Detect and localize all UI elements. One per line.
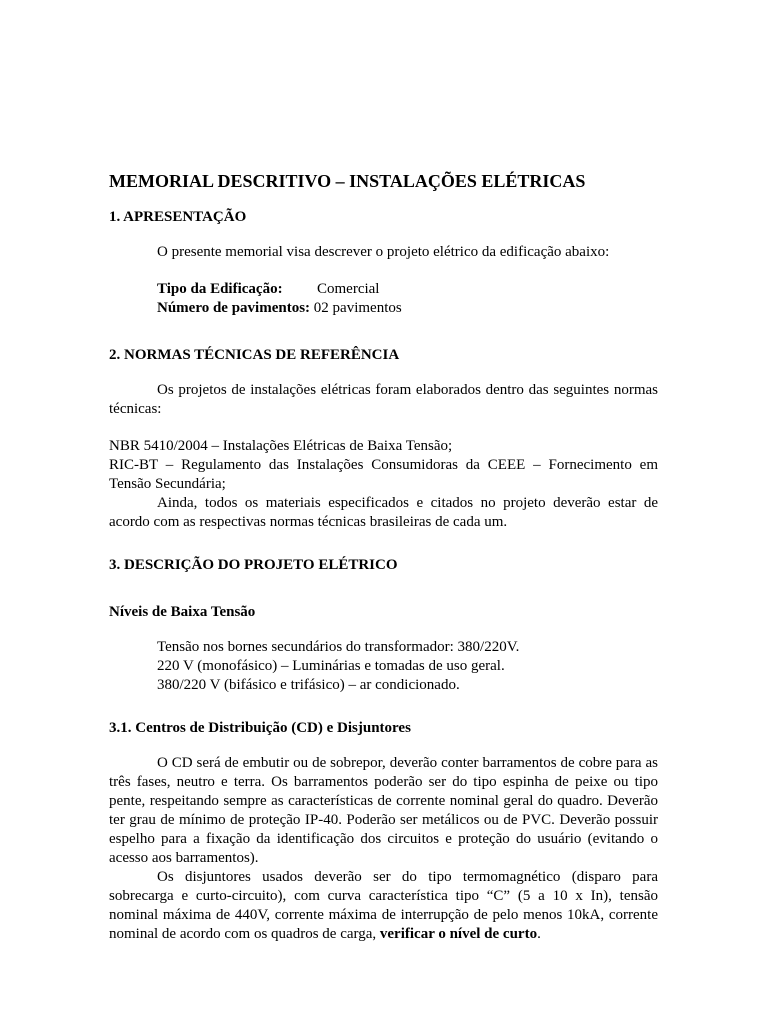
breaker-text: Os disjuntores usados deverão ser do tipo termomagnético (disparo para sobrecarga e curto-circuito), com curva característica tipo “C” (5 a 10 x In), tensão nominal máxima de 440V, corrente máxima de interrupção de pelo menos 10kA, corrente nominal de acordo com os quadros de carga, xyxy=(109,869,658,942)
norm-ric: RIC-BT – Regulamento das Instalações Consumidoras da CEEE – Fornecimento em Tensão Secundária; xyxy=(109,457,658,492)
voltage-line-2: 220 V (monofásico) – Luminárias e tomadas de uso geral. xyxy=(157,658,505,674)
section-3-1-paragraph-2 xyxy=(109,868,658,944)
section-2-paragraph-2: Ainda, todos os materiais especificados e citados no projeto deverão estar de acordo com as respectivas normas técnicas brasileiras de cada um. xyxy=(109,495,658,530)
norm-nbr: NBR 5410/2004 – Instalações Elétricas de Baixa Tensão; xyxy=(109,438,453,454)
section-3-1-heading: 3.1. Centros de Distribuição (CD) e Disjuntores xyxy=(109,720,411,736)
section-2-heading: 2. NORMAS TÉCNICAS DE REFERÊNCIA xyxy=(109,347,400,363)
floors-row xyxy=(157,299,658,318)
building-type-row xyxy=(157,280,658,299)
low-voltage-subheading: Níveis de Baixa Tensão xyxy=(109,604,256,620)
floors-value: 02 pavimentos xyxy=(310,300,402,316)
floors-label: Número de pavimentos: xyxy=(157,300,311,316)
voltage-line-3: 380/220 V (bifásico e trifásico) – ar condicionado. xyxy=(157,677,460,693)
building-type-label: Tipo da Edificação: xyxy=(157,281,283,297)
building-info xyxy=(109,280,658,318)
voltage-levels xyxy=(109,638,658,695)
section-3-heading: 3. DESCRIÇÃO DO PROJETO ELÉTRICO xyxy=(109,557,398,573)
breaker-text-bold: verificar o nível de curto xyxy=(379,926,538,942)
section-1-intro: O presente memorial visa descrever o projeto elétrico da edificação abaixo: xyxy=(157,244,610,260)
section-2-paragraph-1: Os projetos de instalações elétricas foram elaborados dentro das seguintes normas técnicas: xyxy=(109,382,658,417)
section-1-heading: 1. APRESENTAÇÃO xyxy=(109,209,247,225)
breaker-text-end: . xyxy=(537,926,541,942)
document-title: MEMORIAL DESCRITIVO – INSTALAÇÕES ELÉTRICAS xyxy=(109,171,586,191)
document-page xyxy=(109,170,658,944)
section-3-1-paragraph-1: O CD será de embutir ou de sobrepor, deverão conter barramentos de cobre para as três fases, neutro e terra. Os barramentos poderão ser do tipo espinha de peixe ou tipo pente, respeitando sempre as características de corrente nominal geral do quadro. Deverão ter grau de mínimo de proteção IP-40. Poderão ser metálicos ou de PVC. Deverão possuir espelho para a fixação da identificação dos circuitos e proteção do usuário (evitando o acesso aos barramentos). xyxy=(109,755,658,866)
voltage-line-1: Tensão nos bornes secundários do transformador: 380/220V. xyxy=(157,639,520,655)
building-type-value: Comercial xyxy=(317,281,380,297)
